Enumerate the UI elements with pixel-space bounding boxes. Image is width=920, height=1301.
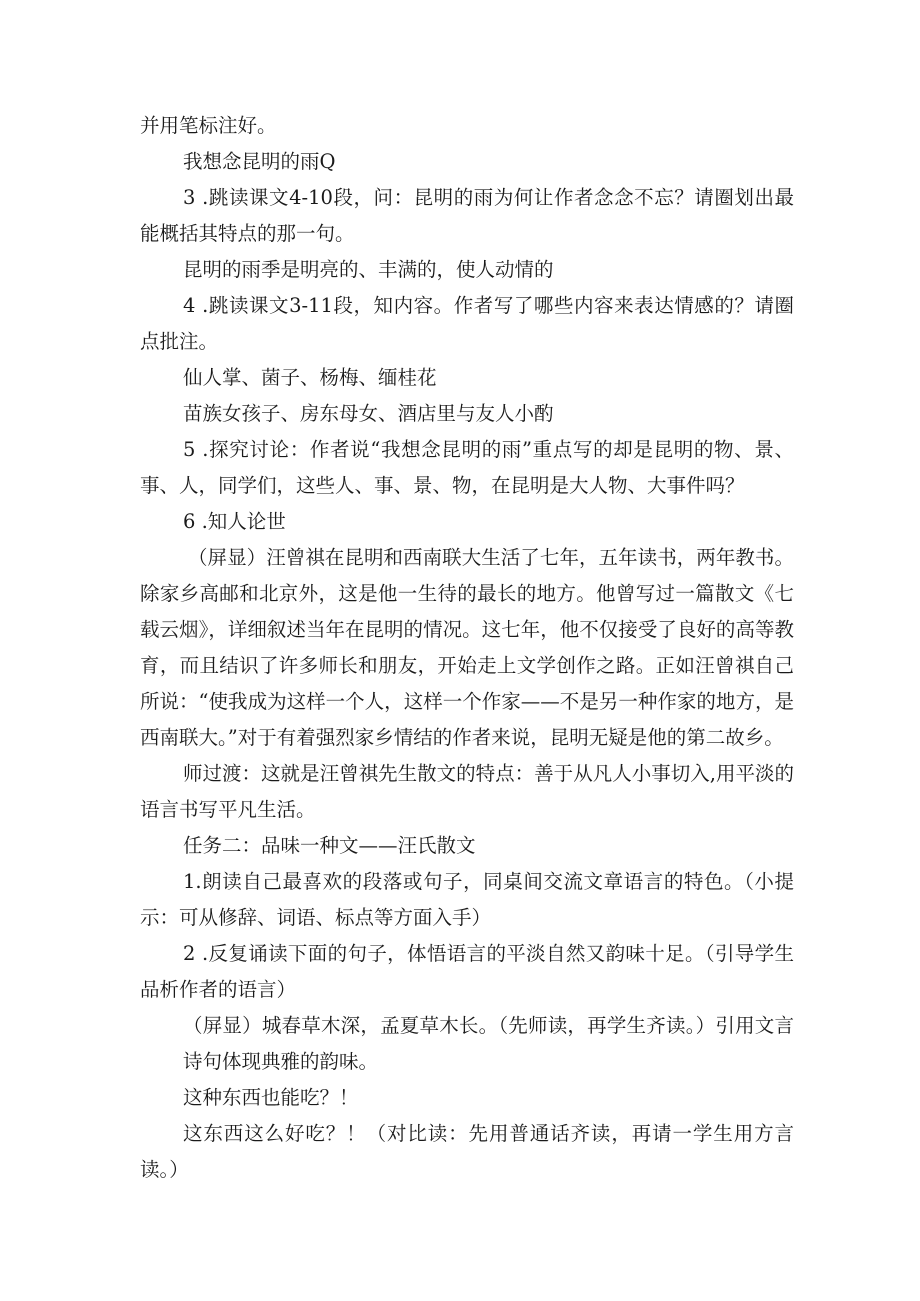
paragraph-question-5: 5 .探究讨论：作者说“我想念昆明的雨”重点写的却是昆明的物、景、事、人，同学们，这些人、事、景、物，在昆明是大人物、大事件吗？	[140, 438, 794, 497]
paragraph-title-line: 我想念昆明的雨Q	[183, 150, 336, 173]
paragraph-question-3: 3 .跳读课文4-10段，问：昆明的雨为何让作者念念不忘？请圈划出最能概括其特点的那一句。	[140, 186, 794, 245]
paragraph-answer-4-people: 苗族女孩子、房东母女、酒店里与友人小酌	[183, 402, 554, 425]
document-page	[140, 108, 794, 1188]
paragraph-task-two-item-1: 1.朗读自己最喜欢的段落或句子，同桌间交流文章语言的特色。（小提示：可从修辞、词语、标点等方面入手）	[140, 870, 794, 929]
paragraph-task-two-item-2: 2 .反复诵读下面的句子，体悟语言的平淡自然又韵味十足。（引导学生品析作者的语言）	[140, 942, 794, 1001]
paragraph-example-1: 这种东西也能吃？！	[183, 1086, 359, 1109]
paragraph-screen-display-bio: （屏显）汪曾祺在昆明和西南联大生活了七年，五年读书，两年教书。除家乡高邮和北京外，这是他一生待的最长的地方。他曾写过一篇散文《七载云烟》，详细叙述当年在昆明的情况。这七年，他不仅接受了良好的高等教育，而且结识了许多师长和朋友，开始走上文学创作之路。正如汪曾祺自己所说：“使我成为这样一个人，这样一个作家——不是另一种作家的地方，是西南联大。”对于有着强烈家乡情结的作者来说，昆明无疑是他的第二故乡。	[140, 546, 794, 749]
paragraph-heading-6: 6 .知人论世	[183, 510, 286, 533]
paragraph-screen-display-poem: （屏显）城春草木深，孟夏草木长。（先师读，再学生齐读。）引用文言诗句体现典雅的韵味。	[183, 1014, 794, 1073]
paragraph-continuation: 并用笔标注好。	[140, 114, 277, 137]
paragraph-teacher-transition: 师过渡：这就是汪曾祺先生散文的特点：善于从凡人小事切入,用平淡的语言书写平凡生活。	[140, 762, 794, 821]
paragraph-question-4: 4 .跳读课文3-11段，知内容。作者写了哪些内容来表达情感的？请圈点批注。	[140, 294, 794, 353]
paragraph-example-2: 这东西这么好吃？！（对比读：先用普通话齐读，再请一学生用方言读。）	[140, 1122, 794, 1181]
paragraph-answer-3: 昆明的雨季是明亮的、丰满的，使人动情的	[183, 258, 554, 281]
paragraph-answer-4-things: 仙人掌、菌子、杨梅、缅桂花	[183, 366, 437, 389]
paragraph-task-two-heading: 任务二：品味一种文——汪氏散文	[183, 834, 476, 857]
